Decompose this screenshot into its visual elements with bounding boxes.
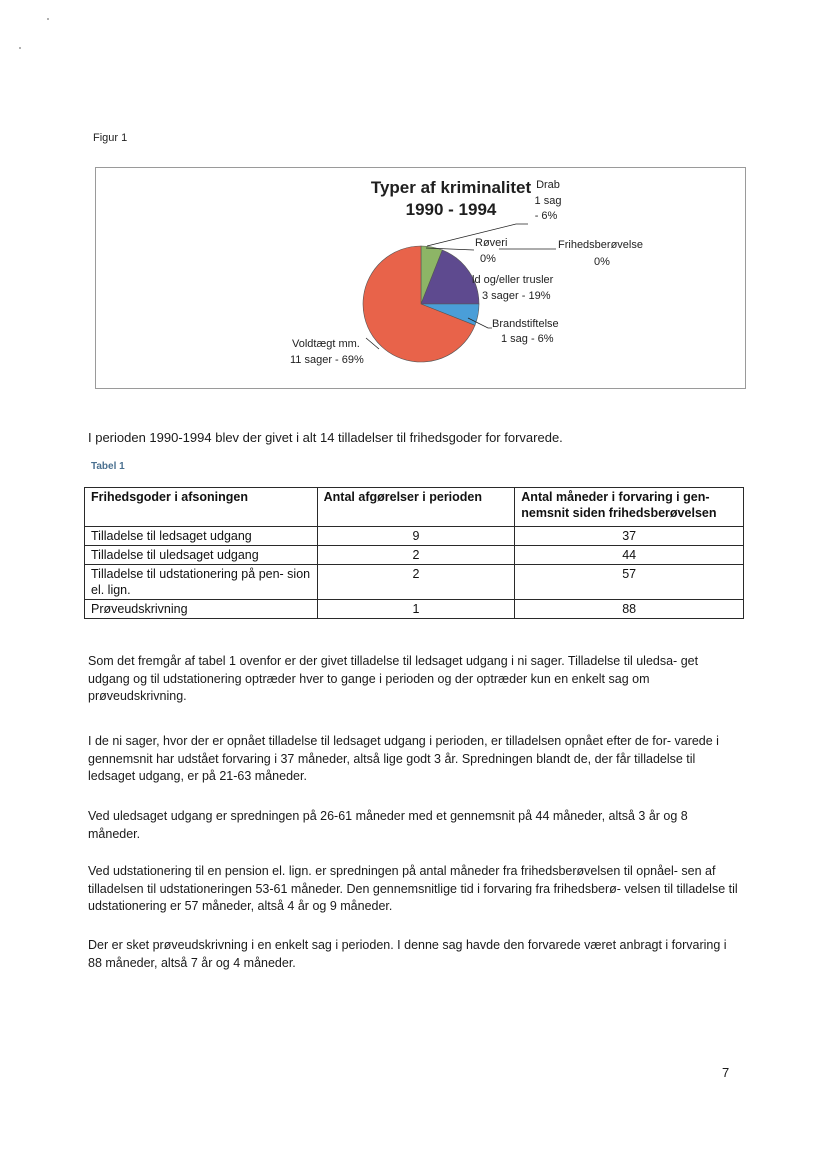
table-cell: 1 — [317, 600, 515, 619]
paragraph: Som det fremgår af tabel 1 ovenfor er der givet tilladelse til ledsaget udgang i ni sager. Tilladelse til uledsa- get udgang og til udstationering optræder hver to gange i perioden og der optræder kun en enkelt sag om prøveudskrivning. — [88, 654, 699, 703]
paragraph: Ved udstationering til en pension el. lign. er spredningen på antal måneder fra frihedsberøvelsen til opnåel- sen af tilladelsen til udstationeringen 53-61 måneder. Den gennemsnitlige tid i forvaring fra frihedsberø- velsen til tilladelse til udstationering er 57 måneder, altså 4 år og 9 måneder. — [88, 864, 738, 913]
scan-speck — [19, 47, 21, 49]
table-cell: Tilladelse til uledsaget udgang — [85, 546, 318, 565]
table-header-row — [85, 488, 744, 527]
table-header: Frihedsgoder i afsoningen — [85, 488, 318, 527]
label-brandstiftelse-name: Brandstiftelse — [492, 318, 559, 330]
table-cell: 2 — [317, 546, 515, 565]
table-1 — [84, 487, 744, 619]
label-frihedsberovelse-pct: 0% — [594, 256, 610, 268]
table-caption: Tabel 1 — [91, 461, 125, 472]
table-row — [85, 546, 744, 565]
label-brandstiftelse-count: 1 sag - 6% — [501, 333, 554, 345]
table-header: Antal måneder i forvaring i gen- nemsnit siden frihedsberøvelsen — [515, 488, 744, 527]
paragraph: Der er sket prøveudskrivning i en enkelt sag i perioden. I denne sag havde den forvarede været anbragt i forvaring i 88 måneder, altså 7 år og 4 måneder. — [88, 938, 727, 970]
chart-title-line1: Typer af kriminalitet — [370, 178, 532, 197]
label-drab-count: 1 sag — [534, 195, 562, 207]
table-cell: Tilladelse til ledsaget udgang — [85, 527, 318, 546]
label-vold-name: ld og/eller trusler — [472, 274, 554, 286]
table-cell: Prøveudskrivning — [85, 600, 318, 619]
pie-chart-figure — [95, 167, 746, 389]
table-cell: 88 — [515, 600, 744, 619]
table-header: Antal afgørelser i perioden — [317, 488, 515, 527]
table-row — [85, 565, 744, 600]
table-row — [85, 527, 744, 546]
paragraph: I de ni sager, hvor der er opnået tilladelse til ledsaget udgang i perioden, er tilladelsen opnået efter de for- varede i gennemsnit har udstået forvaring i 37 måneder, altså lige godt 3 år. Spredningen blandt de, der får tilladelse til ledsaget udgang, er på 21-63 måneder. — [88, 734, 719, 783]
intro-text: I perioden 1990-1994 blev der givet i alt 14 tilladelser til frihedsgoder for forvarede. — [88, 430, 563, 445]
label-roveri-name: Røveri — [475, 237, 508, 249]
paragraph: Ved uledsaget udgang er spredningen på 26-61 måneder med et gennemsnit på 44 måneder, altså 3 år og 8 måneder. — [88, 809, 688, 841]
table-cell: 44 — [515, 546, 744, 565]
scan-speck — [47, 18, 49, 20]
label-vold-count: 3 sager - 19% — [482, 290, 551, 302]
page-number: 7 — [722, 1065, 730, 1080]
label-drab-name: Drab — [536, 179, 560, 191]
table-cell: 9 — [317, 527, 515, 546]
figure-caption: Figur 1 — [93, 132, 128, 144]
table-row — [85, 600, 744, 619]
label-voldtaegt-name: Voldtægt mm. — [292, 338, 360, 350]
table-cell: 2 — [317, 565, 515, 600]
label-drab-pct: - 6% — [534, 210, 558, 222]
label-voldtaegt-count: 11 sager - 69% — [290, 354, 364, 366]
table-cell: 57 — [515, 565, 744, 600]
label-frihedsberovelse-name: Frihedsberøvelse — [558, 239, 643, 251]
table-cell: Tilladelse til udstationering på pen- sion el. lign. — [85, 565, 318, 600]
table-cell: 37 — [515, 527, 744, 546]
chart-title-line2: 1990 - 1994 — [405, 200, 497, 219]
label-roveri-pct: 0% — [480, 253, 496, 265]
